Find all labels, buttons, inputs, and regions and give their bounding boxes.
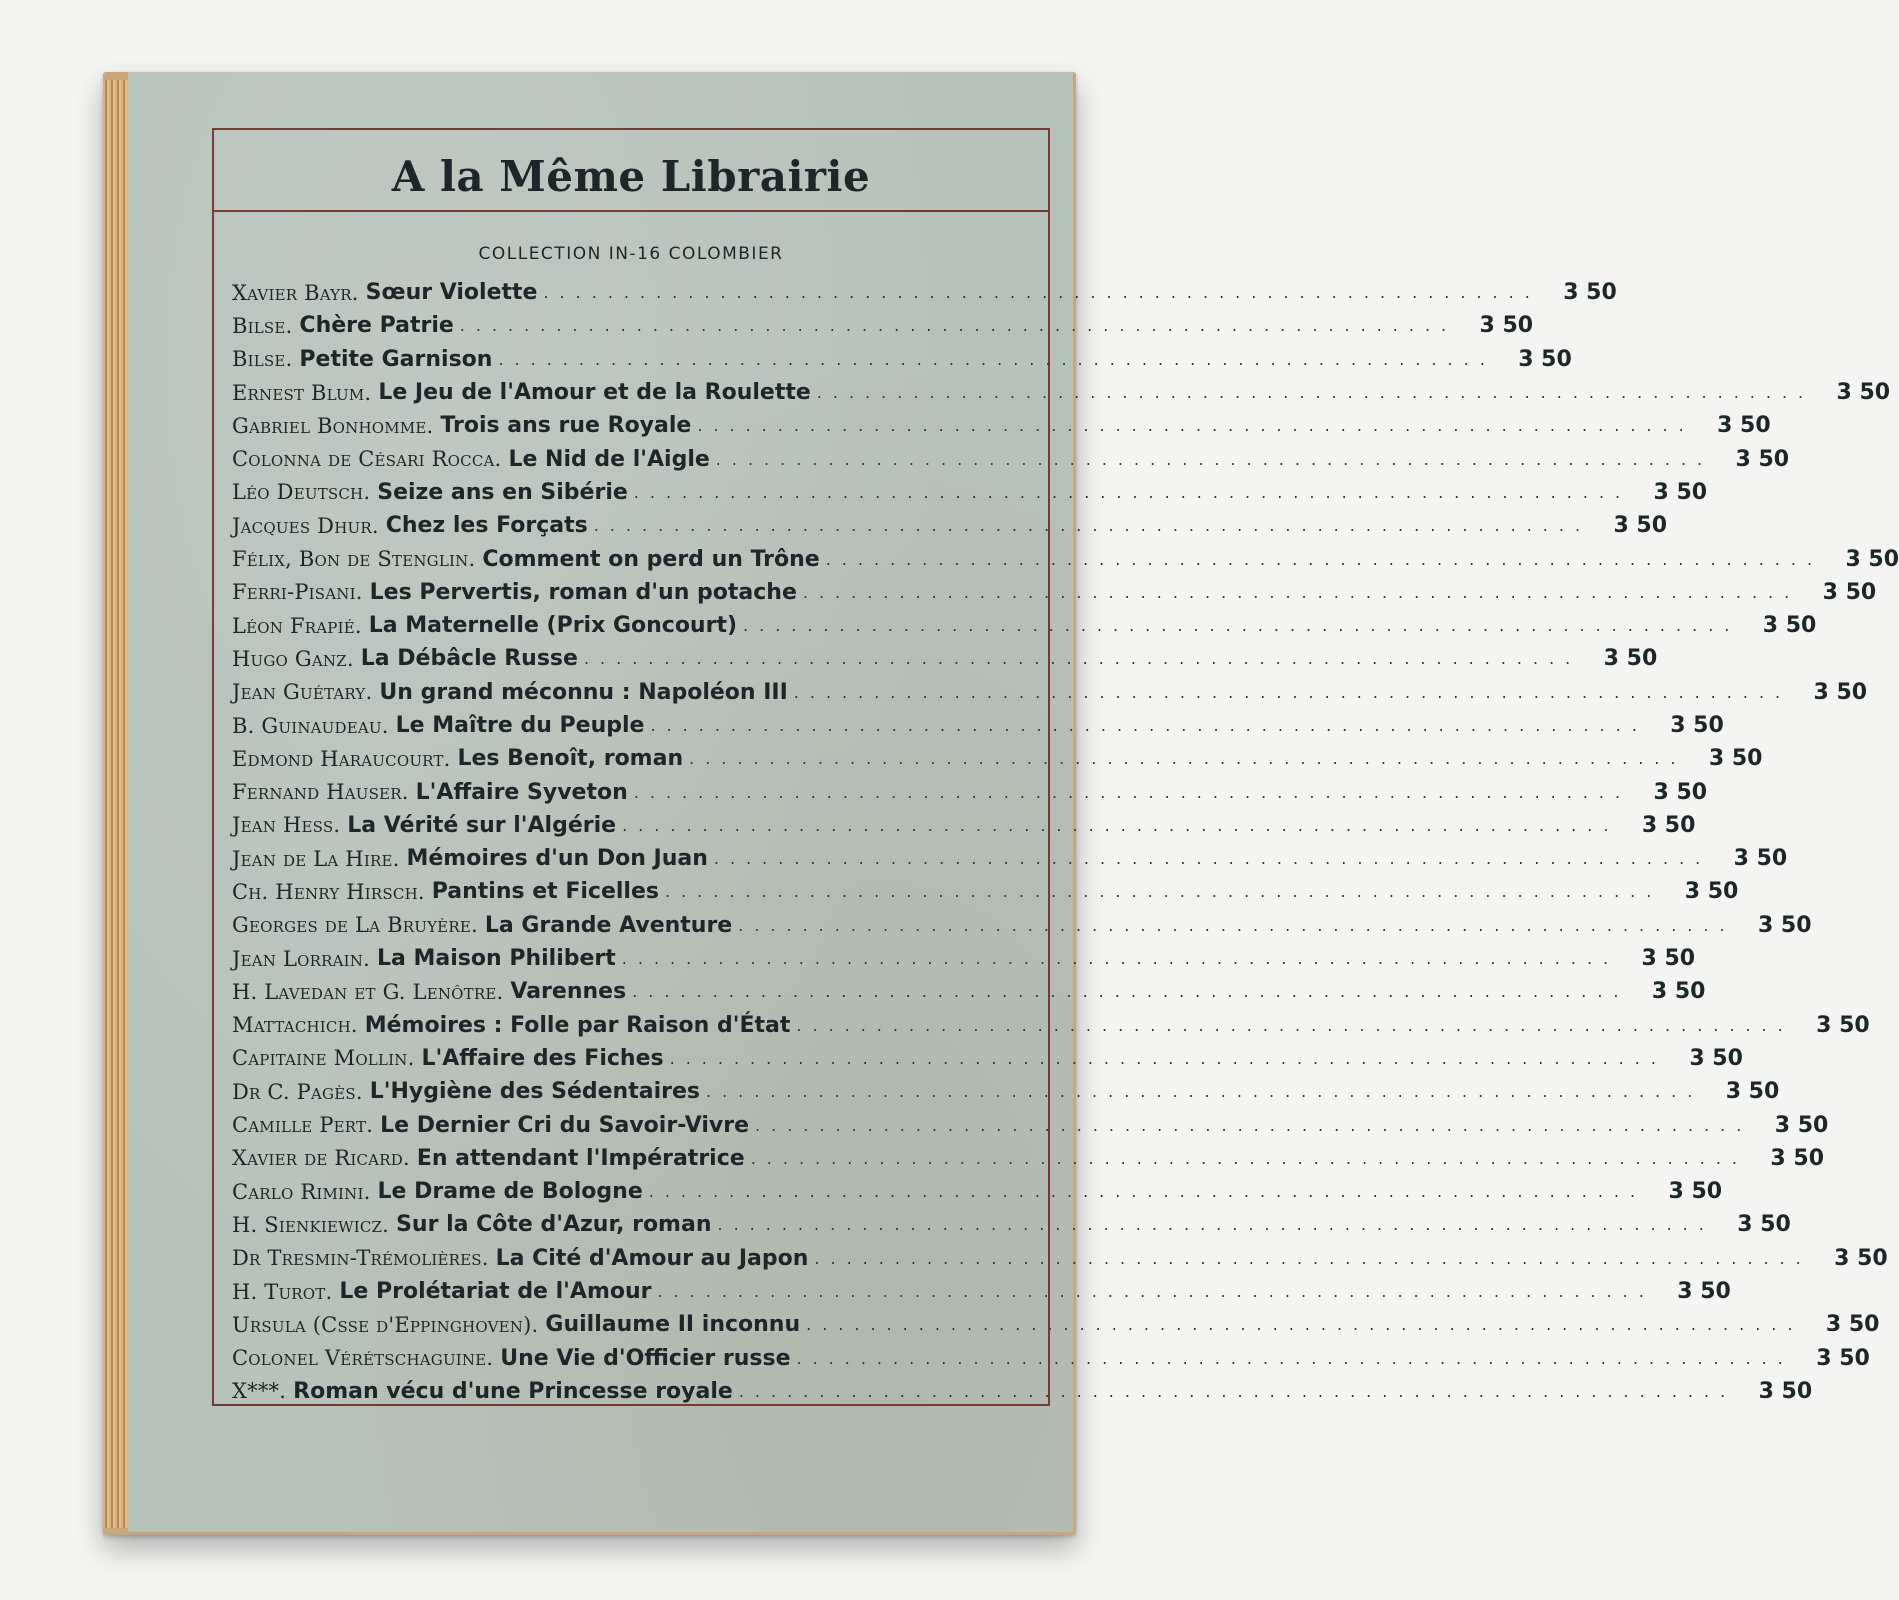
- price: 3 50: [1677, 1279, 1731, 1305]
- list-item: [232, 709, 1724, 742]
- list-item: [232, 1275, 1731, 1308]
- work-title: Seize ans en Sibérie: [377, 479, 628, 505]
- dot-leader: ..............................................................: [743, 616, 1741, 636]
- work-title: Le Dernier Cri du Savoir-Vivre: [380, 1112, 750, 1138]
- author: H. Sienkiewicz.: [232, 1212, 390, 1237]
- list-item: [232, 775, 1708, 808]
- work-title: Le Prolétariat de l'Amour: [339, 1279, 652, 1305]
- dot-leader: ..............................................................: [621, 949, 1620, 969]
- author: Dr Tresmin-Trémolières.: [232, 1246, 489, 1271]
- author: Fernand Hauser.: [232, 780, 409, 805]
- dot-leader: ..............................................................: [583, 649, 1582, 669]
- work-title: Le Jeu de l'Amour et de la Roulette: [378, 380, 811, 406]
- dot-leader: ..............................................................: [650, 716, 1648, 735]
- dot-leader: ..............................................................: [814, 1248, 1812, 1268]
- dot-leader: ..............................................................: [697, 416, 1695, 436]
- work-title: Roman vécu d'une Princesse royale: [293, 1378, 733, 1404]
- author: Xavier Bayr.: [232, 280, 359, 305]
- price: 3 50: [1762, 613, 1817, 639]
- author: Jean Lorrain.: [232, 946, 370, 971]
- author: Carlo Rimini.: [232, 1179, 371, 1204]
- work-title: Un grand méconnu : Napoléon III: [379, 679, 788, 705]
- list-item: [232, 1208, 1791, 1241]
- work-title: La Grande Aventure: [484, 912, 733, 938]
- list-item: [232, 1242, 1888, 1275]
- work-title: Une Vie d'Officier russe: [500, 1345, 791, 1371]
- author: Xavier de Ricard.: [232, 1146, 410, 1171]
- price: 3 50: [1733, 846, 1788, 872]
- dot-leader: ..............................................................: [498, 349, 1496, 369]
- price: 3 50: [1613, 513, 1668, 539]
- list-item: [232, 642, 1658, 675]
- book-list: [232, 276, 1899, 1408]
- work-title: Sur la Côte d'Azur, roman: [396, 1212, 712, 1238]
- work-title: La Cité d'Amour au Japon: [495, 1245, 809, 1271]
- author: B. Guinaudeau.: [232, 713, 389, 738]
- work-title: L'Affaire des Fiches: [421, 1045, 664, 1071]
- list-item: [232, 1075, 1780, 1108]
- dot-leader: ..............................................................: [793, 682, 1792, 702]
- list-item: [232, 276, 1617, 309]
- price: 3 50: [1758, 1378, 1813, 1404]
- list-item: [232, 1142, 1825, 1175]
- dot-leader: ..............................................................: [715, 449, 1714, 469]
- author: Jean de La Hire.: [232, 846, 400, 871]
- work-title: Le Drame de Bologne: [377, 1179, 643, 1205]
- author: Gabriel Bonhomme.: [232, 413, 434, 438]
- price: 3 50: [1689, 1045, 1743, 1071]
- dot-leader: ..............................................................: [543, 283, 1541, 303]
- list-item: [232, 909, 1812, 942]
- price: 3 50: [1670, 713, 1724, 738]
- author: Léon Frapié.: [232, 613, 362, 638]
- dot-leader: ..............................................................: [593, 516, 1592, 536]
- list-item: [232, 476, 1708, 509]
- work-title: Chère Patrie: [299, 313, 454, 339]
- work-title: Les Benoît, roman: [457, 746, 684, 772]
- work-title: La Maison Philibert: [377, 946, 616, 972]
- dot-leader: ..............................................................: [717, 1215, 1715, 1235]
- dot-leader: ..............................................................: [657, 1282, 1655, 1302]
- author: Félix, Bon de Stenglin.: [232, 547, 476, 572]
- dot-leader: ..............................................................: [669, 1048, 1667, 1068]
- list-item: [232, 409, 1771, 442]
- dot-leader: ..............................................................: [750, 1148, 1749, 1168]
- list-item: [232, 1308, 1880, 1341]
- price: 3 50: [1757, 912, 1812, 938]
- list-item: [232, 1375, 1813, 1408]
- list-item: [232, 942, 1696, 975]
- dot-leader: ..............................................................: [633, 482, 1632, 502]
- author: Edmond Haraucourt.: [232, 746, 451, 771]
- list-item: [232, 1342, 1870, 1375]
- work-title: Le Nid de l'Aigle: [508, 446, 710, 472]
- dot-leader: ..............................................................: [816, 383, 1815, 403]
- author: Ernest Blum.: [232, 380, 372, 405]
- author: Bilse.: [232, 347, 293, 372]
- list-item: [232, 875, 1739, 908]
- author: Dr C. Pagès.: [232, 1079, 363, 1104]
- price: 3 50: [1816, 1012, 1870, 1038]
- author: Georges de La Bruyère.: [232, 913, 478, 938]
- dot-leader: ..............................................................: [755, 1115, 1753, 1135]
- list-item: [232, 809, 1696, 842]
- list-item: [232, 676, 1868, 709]
- list-item: [232, 742, 1763, 775]
- work-title: Chez les Forçats: [385, 513, 588, 539]
- dot-leader: ..............................................................: [665, 882, 1663, 902]
- list-item: [232, 1009, 1870, 1042]
- list-item: [232, 576, 1877, 609]
- dot-leader: ..............................................................: [633, 782, 1632, 802]
- price: 3 50: [1708, 746, 1763, 772]
- price: 3 50: [1813, 679, 1868, 705]
- work-title: L'Affaire Syveton: [415, 779, 628, 805]
- work-title: Sœur Violette: [365, 280, 538, 306]
- list-item: [232, 842, 1788, 875]
- work-title: Les Pervertis, roman d'un potache: [369, 579, 797, 605]
- price: 3 50: [1684, 879, 1739, 905]
- work-title: Mémoires d'un Don Juan: [406, 846, 708, 872]
- author: Ch. Henry Hirsch.: [232, 879, 425, 904]
- author: Colonel Vérétschaguine.: [232, 1346, 494, 1371]
- price: 3 50: [1735, 446, 1790, 472]
- price: 3 50: [1668, 1179, 1723, 1205]
- work-title: Mémoires : Folle par Raison d'État: [364, 1012, 791, 1038]
- price: 3 50: [1822, 579, 1877, 605]
- price: 3 50: [1479, 313, 1534, 339]
- list-item: [232, 309, 1534, 342]
- list-item: [232, 442, 1790, 475]
- dot-leader: ..............................................................: [622, 815, 1620, 835]
- price: 3 50: [1836, 380, 1891, 406]
- price: 3 50: [1845, 546, 1899, 572]
- work-title: Trois ans rue Royale: [440, 413, 692, 439]
- work-title: La Débâcle Russe: [360, 646, 578, 672]
- work-title: Petite Garnison: [299, 346, 493, 372]
- author: Jean Hess.: [232, 813, 341, 838]
- dot-leader: ..............................................................: [738, 915, 1736, 935]
- price: 3 50: [1641, 812, 1696, 838]
- dot-leader: ..............................................................: [796, 1348, 1794, 1368]
- author: Capitaine Mollin.: [232, 1046, 415, 1071]
- price: 3 50: [1725, 1079, 1780, 1105]
- work-title: Varennes: [510, 979, 627, 1005]
- price: 3 50: [1518, 346, 1572, 372]
- list-item: [232, 1175, 1723, 1208]
- work-title: En attendant l'Impératrice: [416, 1145, 745, 1171]
- price: 3 50: [1770, 1145, 1825, 1171]
- dot-leader: ..............................................................: [689, 749, 1687, 769]
- author: Ferri-Pisani.: [232, 580, 363, 605]
- list-item: [232, 376, 1891, 409]
- list-item: [232, 343, 1572, 376]
- price: 3 50: [1737, 1212, 1791, 1238]
- price: 3 50: [1653, 779, 1708, 805]
- price: 3 50: [1834, 1245, 1888, 1271]
- work-title: La Vérité sur l'Algérie: [347, 812, 617, 838]
- author: Léo Deutsch.: [232, 480, 371, 505]
- author: Camille Pert.: [232, 1113, 374, 1138]
- dot-leader: ..............................................................: [806, 1315, 1804, 1335]
- title-divider: [214, 210, 1048, 212]
- work-title: Le Maître du Peuple: [395, 713, 645, 738]
- list-item: [232, 1108, 1829, 1141]
- list-item: [232, 542, 1899, 575]
- author: H. Turot.: [232, 1279, 333, 1304]
- price: 3 50: [1816, 1345, 1870, 1371]
- list-item: [232, 975, 1706, 1008]
- page-title: A la Même Librairie: [391, 152, 871, 201]
- dot-leader: ..............................................................: [796, 1015, 1794, 1035]
- price: 3 50: [1653, 479, 1708, 505]
- list-item: [232, 1042, 1743, 1075]
- author: Mattachich.: [232, 1013, 358, 1038]
- work-title: L'Hygiène des Sédentaires: [369, 1079, 700, 1105]
- price: 3 50: [1774, 1112, 1829, 1138]
- list-item: [232, 609, 1817, 642]
- author: Bilse.: [232, 313, 293, 338]
- dot-leader: ..............................................................: [802, 582, 1801, 602]
- author: Ursula (Csse d'Eppinghoven).: [232, 1312, 539, 1337]
- dot-leader: ..............................................................: [459, 316, 1458, 336]
- author: H. Lavedan et G. Lenôtre.: [232, 979, 504, 1004]
- list-item: [232, 509, 1668, 542]
- author: Jacques Dhur.: [232, 513, 379, 538]
- work-title: La Maternelle (Prix Goncourt): [368, 613, 738, 639]
- price: 3 50: [1563, 280, 1617, 306]
- price: 3 50: [1603, 646, 1658, 672]
- work-title: Pantins et Ficelles: [431, 879, 659, 905]
- author: X***.: [232, 1379, 287, 1404]
- price: 3 50: [1825, 1312, 1880, 1338]
- author: Jean Guétary.: [232, 680, 373, 705]
- dot-leader: ..............................................................: [713, 849, 1712, 869]
- author: Hugo Ganz.: [232, 646, 354, 671]
- dot-leader: ..............................................................: [648, 1182, 1647, 1202]
- collection-heading: COLLECTION IN-16 COLOMBIER: [478, 244, 784, 264]
- dot-leader: ..............................................................: [825, 549, 1824, 569]
- dot-leader: ..............................................................: [632, 982, 1630, 1002]
- price: 3 50: [1651, 979, 1706, 1005]
- price: 3 50: [1641, 946, 1696, 972]
- price: 3 50: [1717, 413, 1771, 439]
- author: Colonna de Césari Rocca.: [232, 447, 502, 472]
- dot-leader: ..............................................................: [738, 1381, 1737, 1401]
- work-title: Guillaume II inconnu: [545, 1312, 801, 1338]
- work-title: Comment on perd un Trône: [482, 546, 820, 572]
- dot-leader: ..............................................................: [705, 1082, 1704, 1102]
